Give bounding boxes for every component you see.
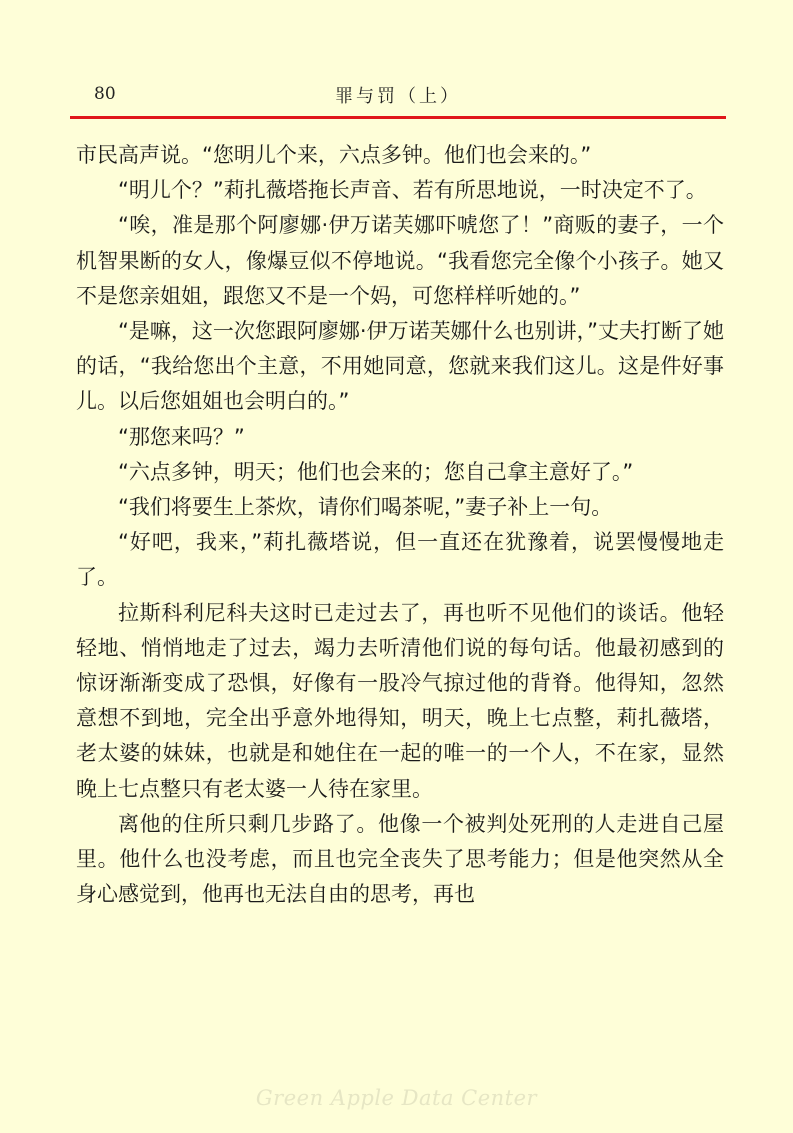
running-header xyxy=(70,80,726,110)
paragraph: “我们将要生上茶炊，请你们喝茶呢，”妻子补上一句。 xyxy=(118,495,613,520)
header-rule xyxy=(70,116,726,119)
paragraph: “六点多钟，明天；他们也会来的；您自己拿主意好了。” xyxy=(118,459,634,484)
paragraph: “那您来吗？” xyxy=(118,424,245,449)
paragraph: 离他的住所只剩几步路了。他像一个被判处死刑的人走进自己屋里。他什么也没考虑，而且也完全丧失了思考能力；但是他突然从全身心感觉到，他再也无法自由的思考，再也 xyxy=(76,811,724,907)
paragraph: 拉斯科利尼科夫这时已走过去了，再也听不见他们的谈话。他轻轻地、悄悄地走了过去，竭力去听清他们说的每句话。他最初感到的惊讶渐渐变成了恐惧，好像有一股冷气掠过他的背脊。他得知，忽然意想不到地，完全出乎意外地得知，明天，晚上七点整，莉扎薇塔，老太婆的妹妹，也就是和她住在一起的唯一的一个人，不在家，显然晚上七点整只有老太婆一人待在家里。 xyxy=(76,600,724,801)
book-title: 罪与罚（上） xyxy=(335,86,461,107)
paragraph: “唉，准是那个阿廖娜·伊万诺芙娜吓唬您了！”商贩的妻子，一个机智果断的女人，像爆豆似不停地说。“我看您完全像个小孩子。她又不是您亲姐姐，跟您又不是一个妈，可您样样听她的。” xyxy=(76,213,724,308)
body-text xyxy=(76,138,724,912)
watermark: Green Apple Data Center xyxy=(255,1086,538,1110)
paragraph: “好吧，我来，”莉扎薇塔说，但一直还在犹豫着，说罢慢慢地走了。 xyxy=(76,530,724,590)
paragraph: “明儿个？”莉扎薇塔拖长声音、若有所思地说，一时决定不了。 xyxy=(118,178,707,203)
page-number: 80 xyxy=(94,84,116,104)
paragraph: 市民高声说。“您明儿个来，六点多钟。他们也会来的。” xyxy=(76,143,592,167)
paragraph: “是嘛，这一次您跟阿廖娜·伊万诺芙娜什么也别讲，”丈夫打断了她的话，“我给您出个主意，不用她同意，您就来我们这儿。这是件好事儿。以后您姐姐也会明白的。” xyxy=(76,319,724,414)
